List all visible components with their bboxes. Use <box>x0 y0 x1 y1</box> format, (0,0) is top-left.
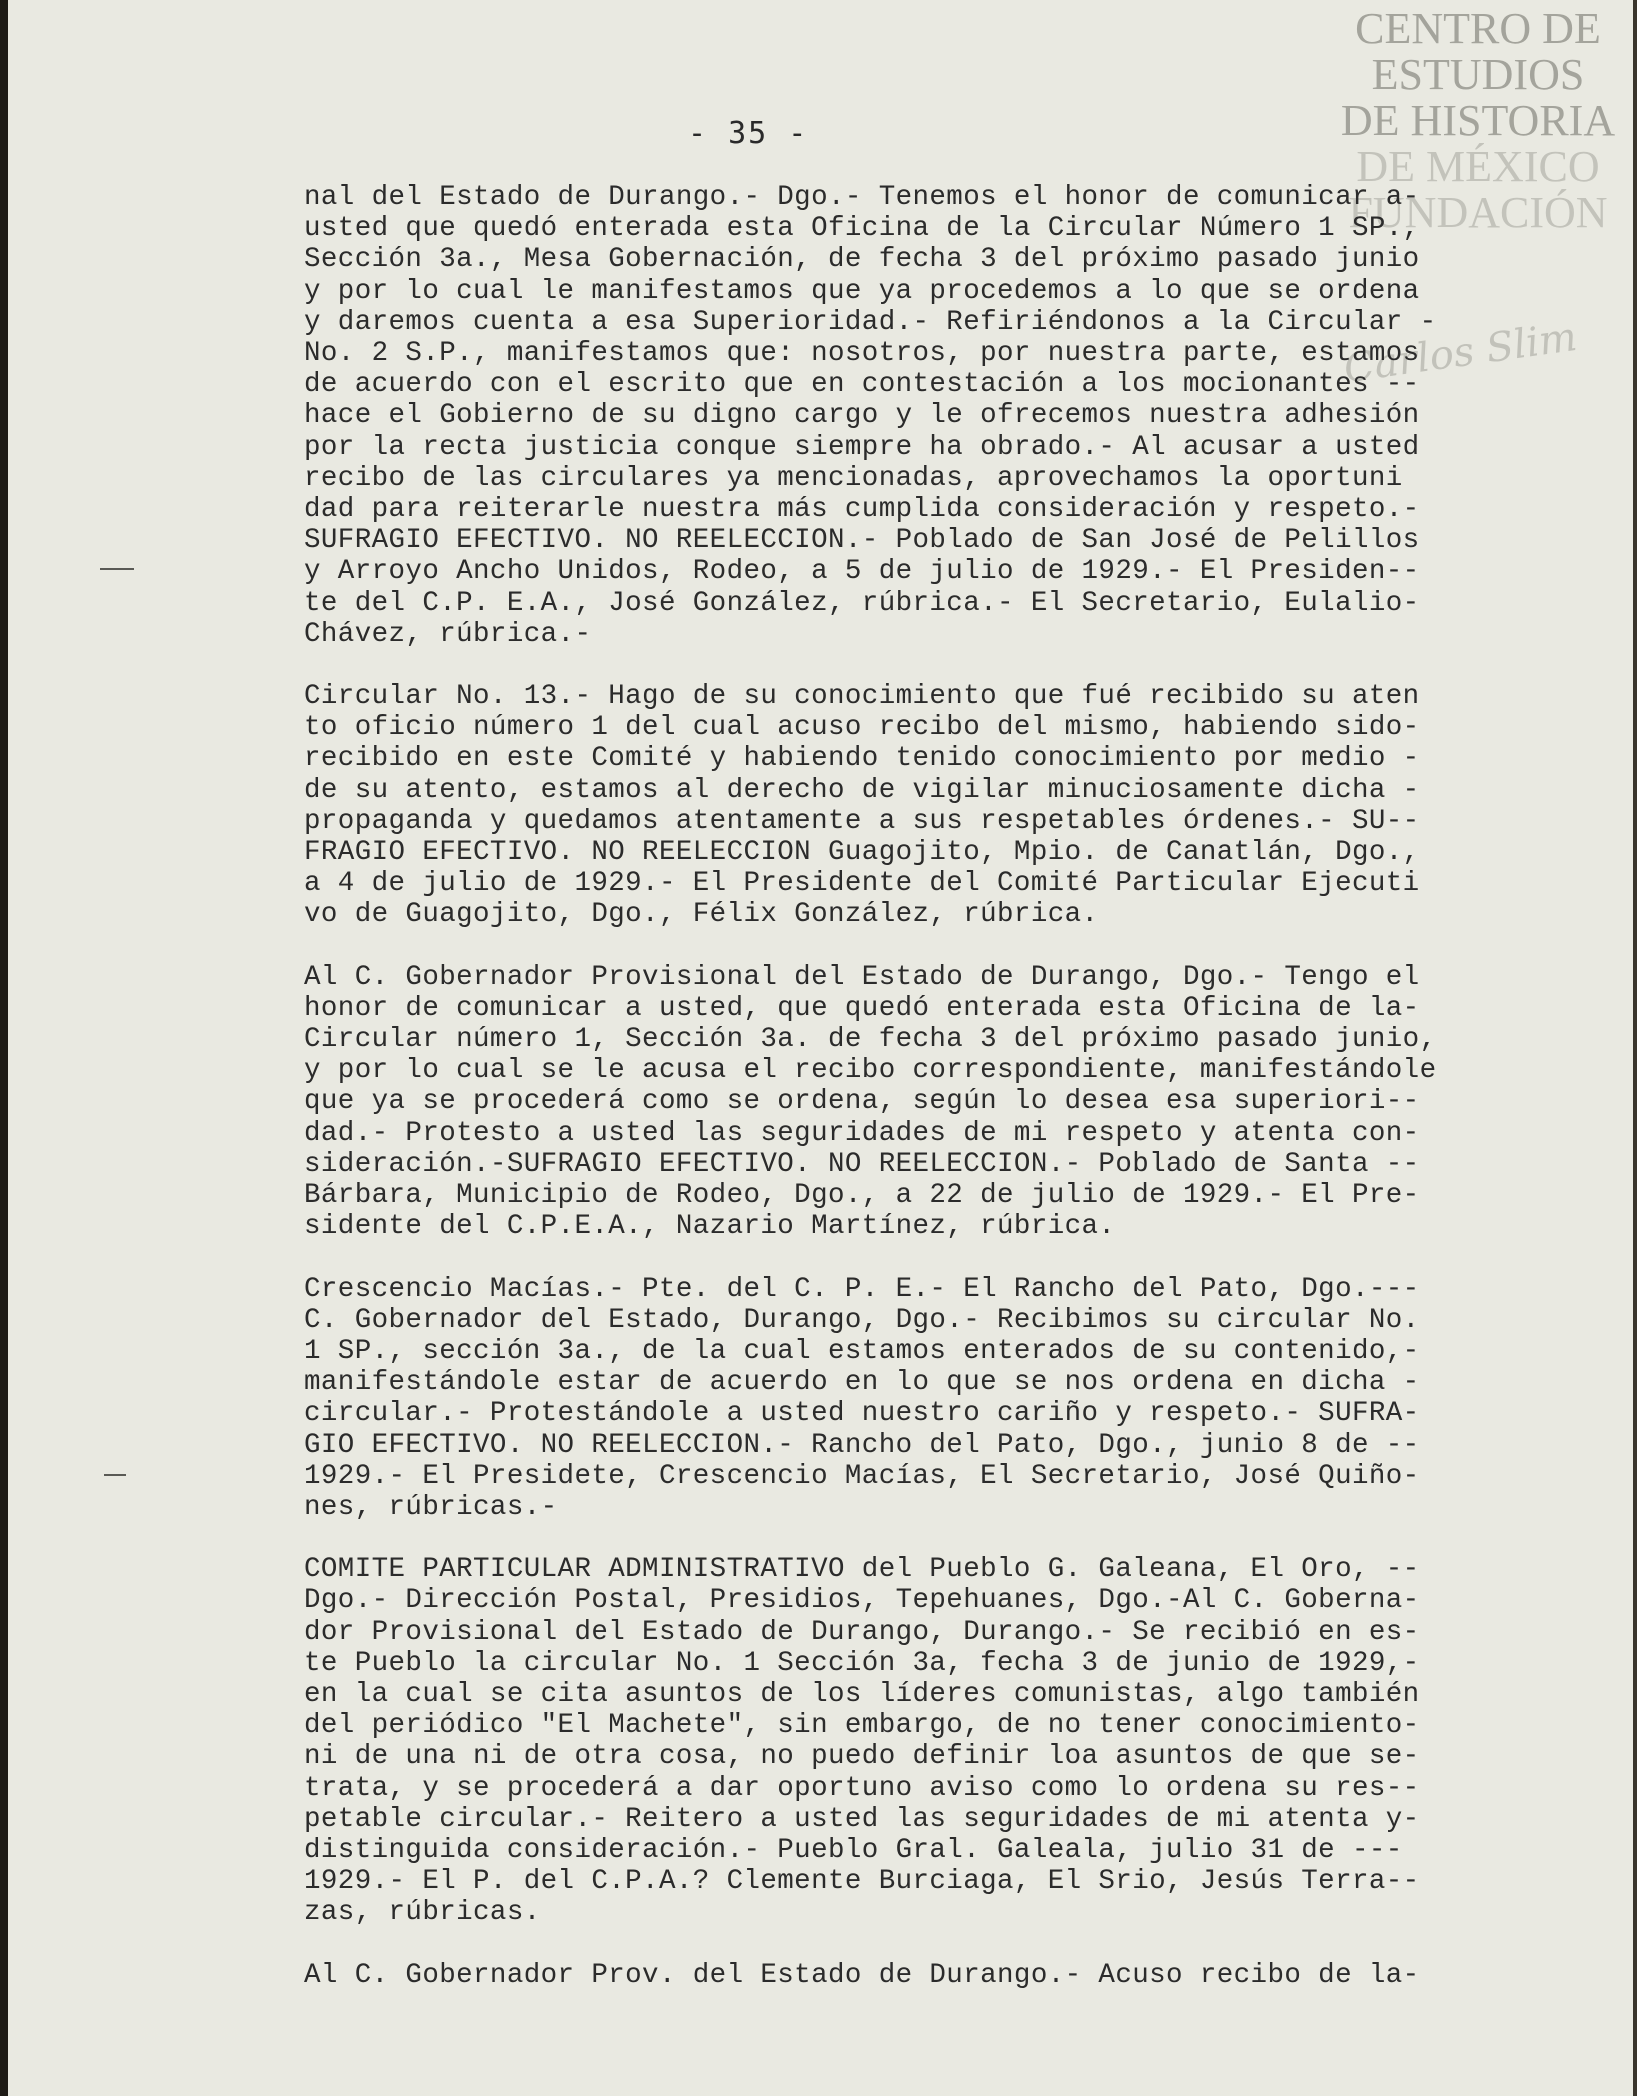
paragraph <box>304 681 1584 931</box>
text-line: te del C.P. E.A., José González, rúbrica.- El Secretario, Eulalio- <box>304 587 1420 619</box>
watermark-line: DE MÉXICO <box>1356 142 1600 191</box>
text-line: Circular número 1, Sección 3a. de fecha 3 del próximo pasado junio, <box>304 1024 1437 1056</box>
text-line: hace el Gobierno de su digno cargo y le ofrecemos nuestra adhesión <box>304 400 1420 432</box>
paragraph <box>304 182 1584 650</box>
text-line: Crescencio Macías.- Pte. del C. P. E.- El Rancho del Pato, Dgo.--- <box>304 1273 1420 1305</box>
text-line: y daremos cuenta a esa Superioridad.- Refiriéndonos a la Circular - <box>304 306 1437 338</box>
text-line: Al C. Gobernador Prov. del Estado de Durango.- Acuso recibo de la- <box>304 1959 1420 1991</box>
text-line: trata, y se procederá a dar oportuno aviso como lo ordena su res-- <box>304 1772 1420 1804</box>
text-line: distinguida consideración.- Pueblo Gral. Galeala, julio 31 de --- <box>304 1834 1403 1866</box>
text-line: del periódico "El Machete", sin embargo, de no tener conocimiento- <box>304 1710 1420 1742</box>
watermark-line: CENTRO DE <box>1355 4 1601 53</box>
watermark-line: FUNDACIÓN <box>1348 188 1608 237</box>
text-line: usted que quedó enterada esta Oficina de la Circular Número 1 SP., <box>304 213 1420 245</box>
text-line: Chávez, rúbrica.- <box>304 618 592 650</box>
text-line: COMITE PARTICULAR ADMINISTRATIVO del Pueblo G. Galeana, El Oro, -- <box>304 1554 1420 1586</box>
margin-tick-mark <box>100 568 134 570</box>
text-line: dad para reiterarle nuestra más cumplida consideración y respeto.- <box>304 494 1420 526</box>
text-line: SUFRAGIO EFECTIVO. NO REELECCION.- Poblado de San José de Pelillos <box>304 525 1420 557</box>
text-line: dad.- Protesto a usted las seguridades de mi respeto y atenta con- <box>304 1117 1420 1149</box>
text-line: que ya se procederá como se ordena, según lo desea esa superiori-- <box>304 1086 1420 1118</box>
document-page <box>8 0 1633 2096</box>
text-line: y por lo cual le manifestamos que ya procedemos a lo que se ordena <box>304 275 1420 307</box>
text-line: No. 2 S.P., manifestamos que: nosotros, por nuestra parte, estamos <box>304 338 1420 370</box>
text-line: por la recta justicia conque siempre ha obrado.- Al acusar a usted <box>304 431 1420 463</box>
text-line: to oficio número 1 del cual acuso recibo del mismo, habiendo sido- <box>304 712 1420 744</box>
text-line: Al C. Gobernador Provisional del Estado de Durango, Dgo.- Tengo el <box>304 961 1420 993</box>
text-line: 1929.- El P. del C.P.A.? Clemente Burciaga, El Srio, Jesús Terra-- <box>304 1866 1420 1898</box>
text-line: te Pueblo la circular No. 1 Sección 3a, fecha 3 de junio de 1929,- <box>304 1647 1420 1679</box>
text-line: recibo de las circulares ya mencionadas, aprovechamos la oportuni <box>304 462 1403 494</box>
text-line: manifestándole estar de acuerdo en lo que se nos ordena en dicha - <box>304 1367 1420 1399</box>
text-line: petable circular.- Reitero a usted las seguridades de mi atenta y- <box>304 1803 1420 1835</box>
text-line: GIO EFECTIVO. NO REELECCION.- Rancho del Pato, Dgo., junio 8 de -- <box>304 1429 1420 1461</box>
paragraph <box>304 1960 1584 1991</box>
text-line: a 4 de julio de 1929.- El Presidente del Comité Particular Ejecuti <box>304 868 1420 900</box>
text-line: propaganda y quedamos atentamente a sus respetables órdenes.- SU-- <box>304 805 1420 837</box>
paragraph <box>304 1274 1584 1524</box>
text-line: 1 SP., sección 3a., de la cual estamos enterados de su contenido,- <box>304 1335 1420 1367</box>
text-line: zas, rúbricas. <box>304 1897 541 1929</box>
text-line: Bárbara, Municipio de Rodeo, Dgo., a 22 de julio de 1929.- El Pre- <box>304 1180 1420 1212</box>
text-line: recibido en este Comité y habiendo tenido conocimiento por medio - <box>304 743 1420 775</box>
text-line: Dgo.- Dirección Postal, Presidios, Tepehuanes, Dgo.-Al C. Goberna- <box>304 1585 1420 1617</box>
text-line: vo de Guagojito, Dgo., Félix González, rúbrica. <box>304 899 1099 931</box>
paragraph <box>304 1554 1584 1928</box>
text-line: sideración.-SUFRAGIO EFECTIVO. NO REELECCION.- Poblado de Santa -- <box>304 1148 1420 1180</box>
scan-edge-right <box>1633 0 1637 2096</box>
text-line: y Arroyo Ancho Unidos, Rodeo, a 5 de julio de 1929.- El Presiden-- <box>304 556 1420 588</box>
page-number: - 35 - <box>688 116 809 151</box>
paragraph <box>304 962 1584 1243</box>
text-line: circular.- Protestándole a usted nuestro cariño y respeto.- SUFRA- <box>304 1398 1420 1430</box>
text-line: ni de una ni de otra cosa, no puedo definir loa asuntos de que se- <box>304 1741 1420 1773</box>
text-line: Sección 3a., Mesa Gobernación, de fecha 3 del próximo pasado junio <box>304 244 1420 276</box>
text-line: Circular No. 13.- Hago de su conocimiento que fué recibido su aten <box>304 681 1420 713</box>
watermark-line: DE HISTORIA <box>1340 96 1616 145</box>
text-line: FRAGIO EFECTIVO. NO REELECCION Guagojito, Mpio. de Canatlán, Dgo., <box>304 837 1420 869</box>
scan-edge-left <box>0 0 8 2096</box>
text-line: dor Provisional del Estado de Durango, Durango.- Se recibió en es- <box>304 1616 1420 1648</box>
text-line: C. Gobernador del Estado, Durango, Dgo.- Recibimos su circular No. <box>304 1304 1420 1336</box>
text-line: sidente del C.P.E.A., Nazario Martínez, rúbrica. <box>304 1211 1116 1243</box>
text-line: en la cual se cita asuntos de los líderes comunistas, algo también <box>304 1678 1420 1710</box>
watermark-line: ESTUDIOS <box>1371 50 1585 99</box>
margin-tick-mark <box>104 1474 126 1476</box>
watermark-signature: Carlos Slim <box>1340 313 1580 393</box>
text-line: y por lo cual se le acusa el recibo correspondiente, manifestándole <box>304 1055 1437 1087</box>
text-line: 1929.- El Presidete, Crescencio Macías, El Secretario, José Quiño- <box>304 1460 1420 1492</box>
document-body <box>304 182 1584 2022</box>
text-line: de su atento, estamos al derecho de vigilar minuciosamente dicha - <box>304 774 1420 806</box>
text-line: nal del Estado de Durango.- Dgo.- Tenemos el honor de comunicar a- <box>304 182 1420 213</box>
text-line: honor de comunicar a usted, que quedó enterada esta Oficina de la- <box>304 992 1420 1024</box>
text-line: nes, rúbricas.- <box>304 1491 558 1523</box>
text-line: de acuerdo con el escrito que en contestación a los mocionantes -- <box>304 369 1420 401</box>
